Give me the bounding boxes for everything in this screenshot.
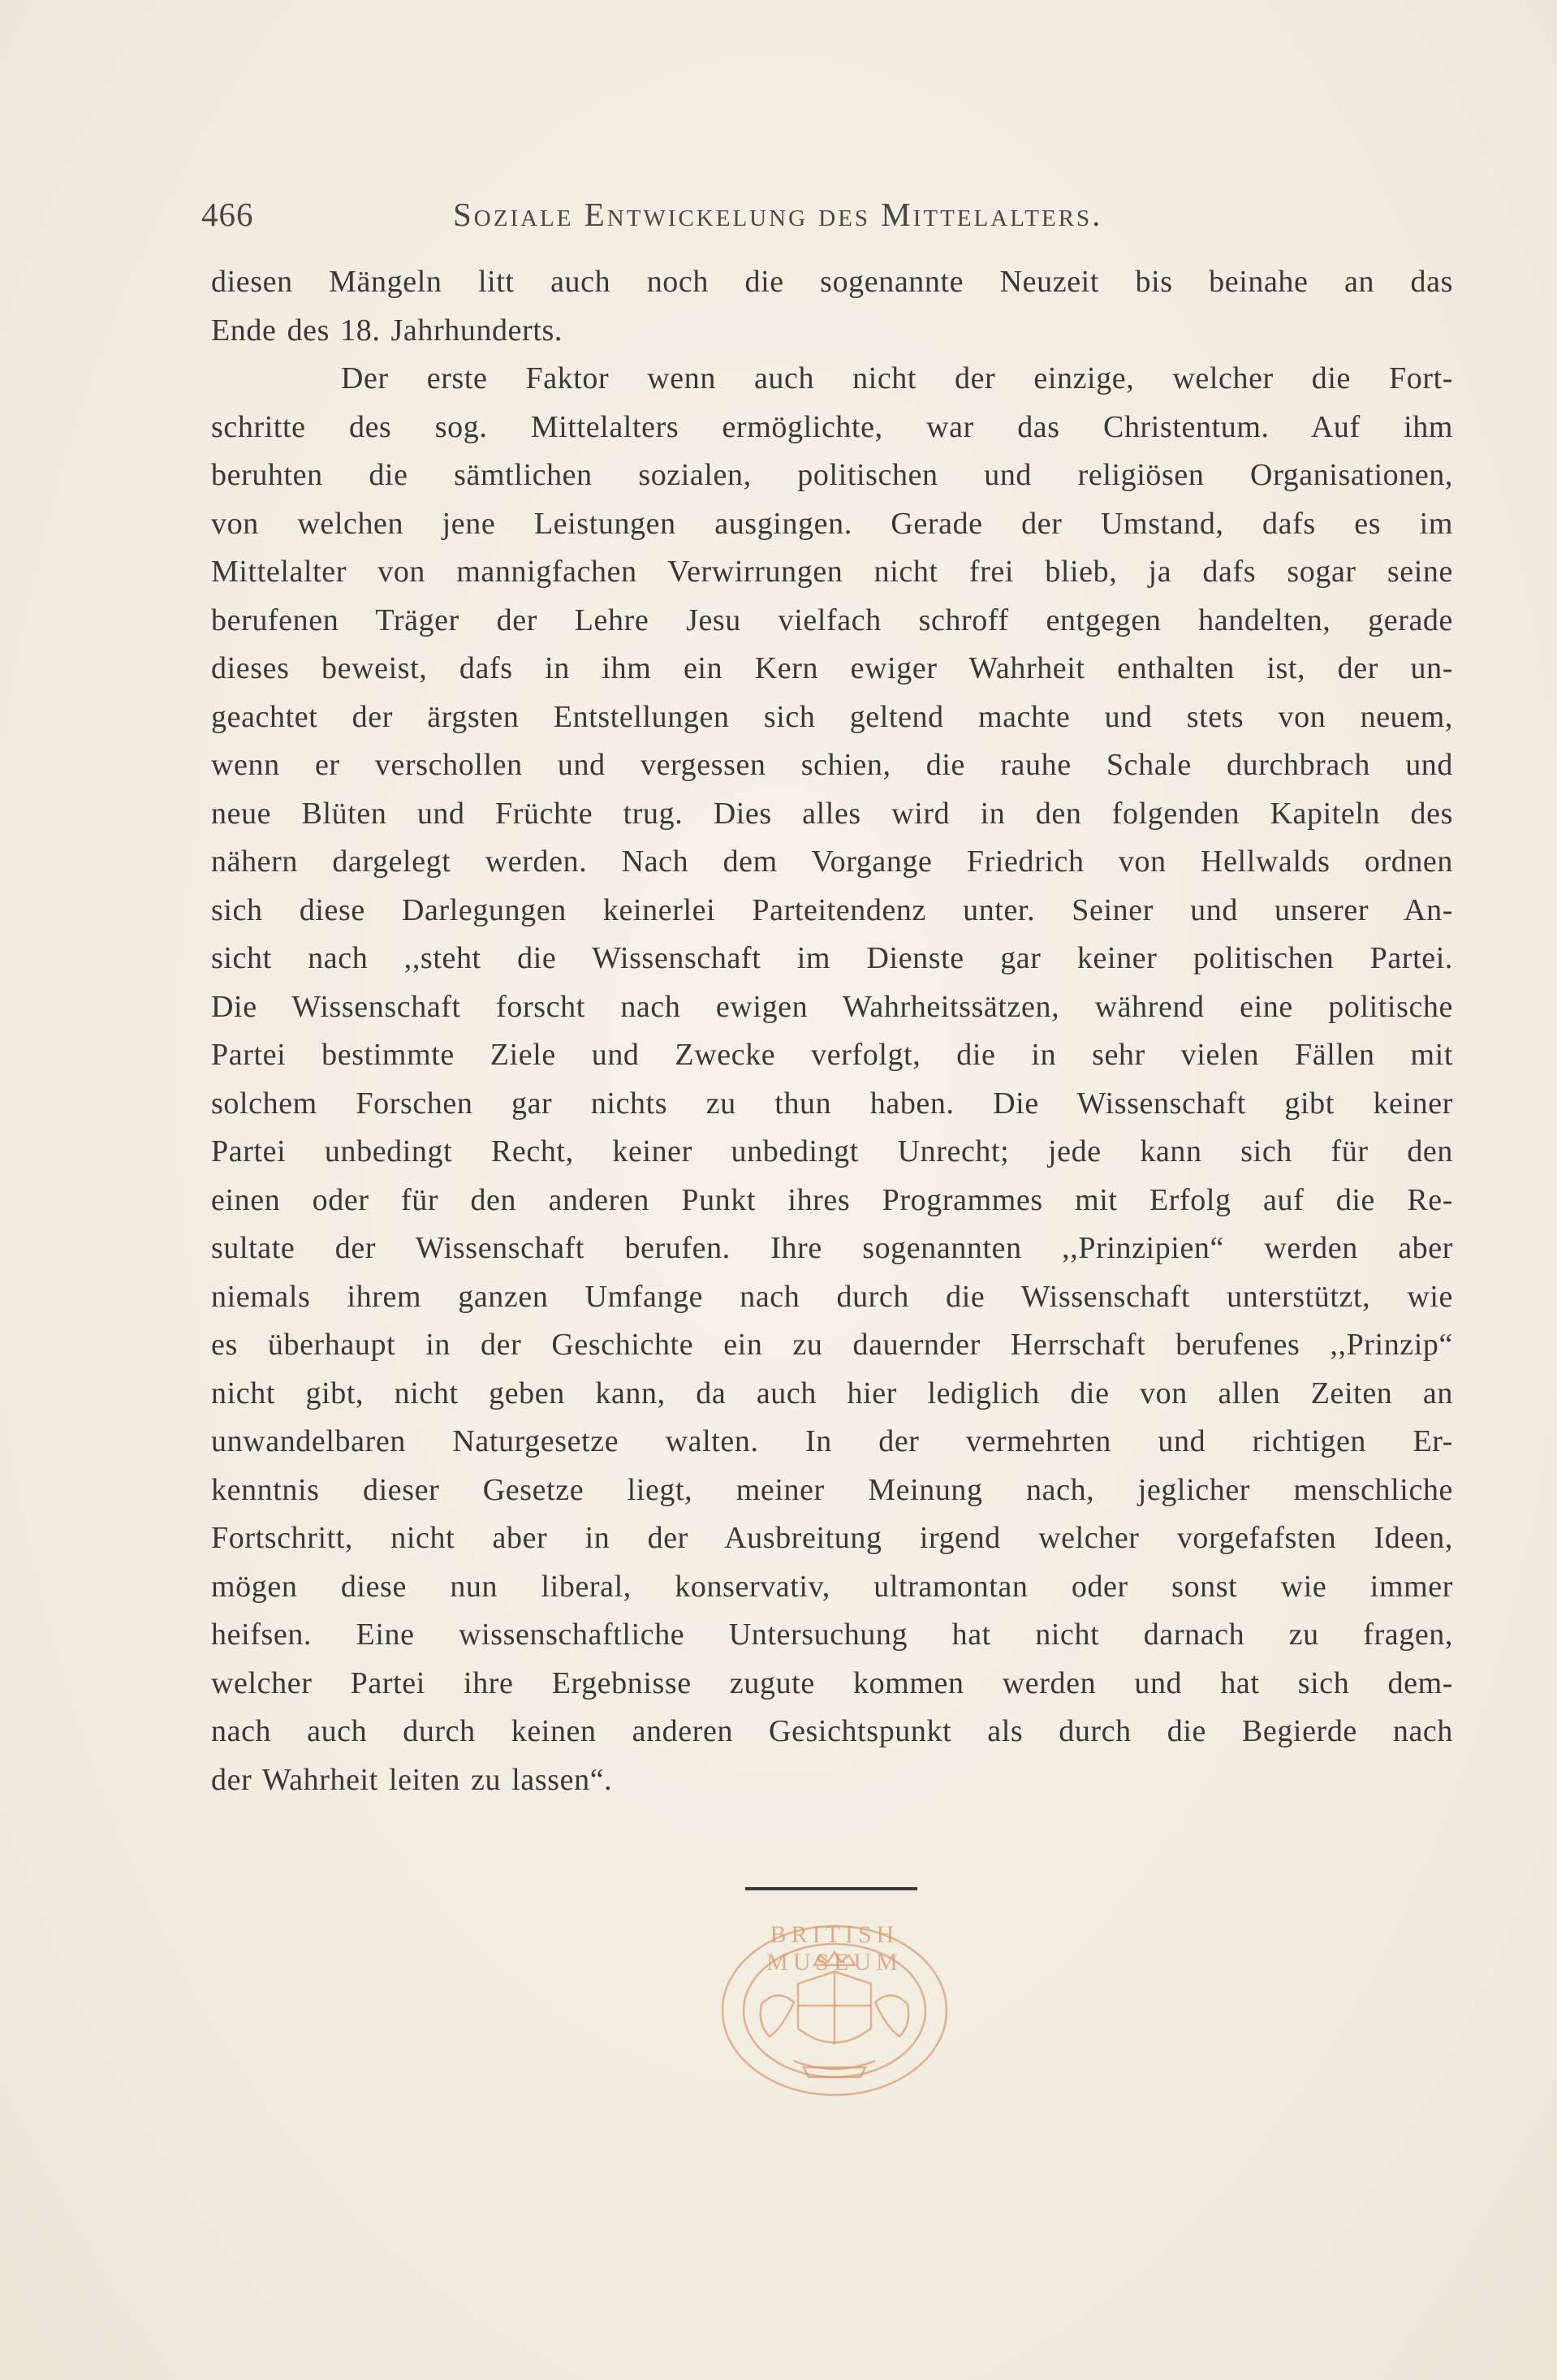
text-line: wenn er verschollen und vergessen schien, die rauhe Schale durchbrach und: [211, 748, 1453, 782]
text-line: kenntnis dieser Gesetze liegt, meiner Meinung nach, jeglicher menschliche: [211, 1472, 1453, 1507]
text-line: nicht gibt, nicht geben kann, da auch hier lediglich die von allen Zeiten an: [211, 1376, 1453, 1410]
text-line: mögen diese nun liberal, konservativ, ultramontan oder sonst wie immer: [211, 1569, 1453, 1604]
text-line: berufenen Träger der Lehre Jesu vielfach schroff entgegen handelten, gerade: [211, 603, 1453, 637]
text-line: Der erste Faktor wenn auch nicht der einzige, welcher die Fort-: [341, 361, 1453, 395]
text-line: niemals ihrem ganzen Umfange nach durch die Wissenschaft unterstützt, wie: [211, 1279, 1453, 1314]
body-text: [211, 258, 1453, 1804]
text-line: von welchen jene Leistungen ausgingen. Gerade der Umstand, dafs es im: [211, 506, 1453, 541]
text-line: geachtet der ärgsten Entstellungen sich geltend machte und stets von neuem,: [211, 699, 1453, 734]
text-line: nähern dargelegt werden. Nach dem Vorgange Friedrich von Hellwalds ordnen: [211, 844, 1453, 879]
text-line: sicht nach ,,steht die Wissenschaft im Dienste gar keiner politischen Partei.: [211, 941, 1453, 975]
running-head: Soziale Entwickelung des Mittelalters.: [453, 196, 1103, 233]
text-line: einen oder für den anderen Punkt ihres Programmes mit Erfolg auf die Re-: [211, 1182, 1453, 1217]
text-line: solchem Forschen gar nichts zu thun haben. Die Wissenschaft gibt keiner: [211, 1086, 1453, 1121]
text-line: der Wahrheit leiten zu lassen“.: [211, 1762, 613, 1797]
text-line: sich diese Darlegungen keinerlei Parteitendenz unter. Seiner und unserer An-: [211, 892, 1453, 927]
section-divider: [745, 1887, 917, 1890]
text-line: welcher Partei ihre Ergebnisse zugute kommen werden und hat sich dem-: [211, 1665, 1453, 1700]
text-line: nach auch durch keinen anderen Gesichtspunkt als durch die Begierde nach: [211, 1714, 1453, 1748]
text-line: unwandelbaren Naturgesetze walten. In der vermehrten und richtigen Er-: [211, 1424, 1453, 1458]
text-line: Partei unbedingt Recht, keiner unbedingt Unrecht; jede kann sich für den: [211, 1134, 1453, 1168]
text-line: es überhaupt in der Geschichte ein zu dauernder Herrschaft berufenes ,,Prinzip“: [211, 1328, 1453, 1362]
text-line: schritte des sog. Mittelalters ermöglichte, war das Christentum. Auf ihm: [211, 409, 1453, 444]
page-number: 466: [201, 196, 254, 233]
library-stamp: [713, 1915, 956, 2101]
text-line: beruhten die sämtlichen sozialen, politischen und religiösen Organisationen,: [211, 458, 1453, 492]
text-line: Fortschritt, nicht aber in der Ausbreitung irgend welcher vorgefafsten Ideen,: [211, 1521, 1453, 1555]
page-header: [201, 195, 1249, 235]
text-line: sultate der Wissenschaft berufen. Ihre sogenannten ,,Prinzipien“ werden aber: [211, 1231, 1453, 1265]
text-line: Mittelalter von mannigfachen Verwirrungen nicht frei blieb, ja dafs sogar seine: [211, 555, 1453, 589]
text-line: Die Wissenschaft forscht nach ewigen Wahrheitssätzen, während eine politische: [211, 989, 1453, 1024]
text-line: Ende des 18. Jahrhunderts.: [211, 313, 563, 348]
text-line: neue Blüten und Früchte trug. Dies alles wird in den folgenden Kapiteln des: [211, 796, 1453, 831]
text-line: Partei bestimmte Ziele und Zwecke verfolgt, die in sehr vielen Fällen mit: [211, 1038, 1453, 1072]
text-line: heifsen. Eine wissenschaftliche Untersuchung hat nicht darnach zu fragen,: [211, 1618, 1453, 1652]
text-line: diesen Mängeln litt auch noch die sogenannte Neuzeit bis beinahe an das: [211, 265, 1453, 299]
text-line: dieses beweist, dafs in ihm ein Kern ewiger Wahrheit enthalten ist, der un-: [211, 651, 1453, 685]
stamp-lettering: BRITISH MUSEUM: [766, 1921, 903, 1976]
